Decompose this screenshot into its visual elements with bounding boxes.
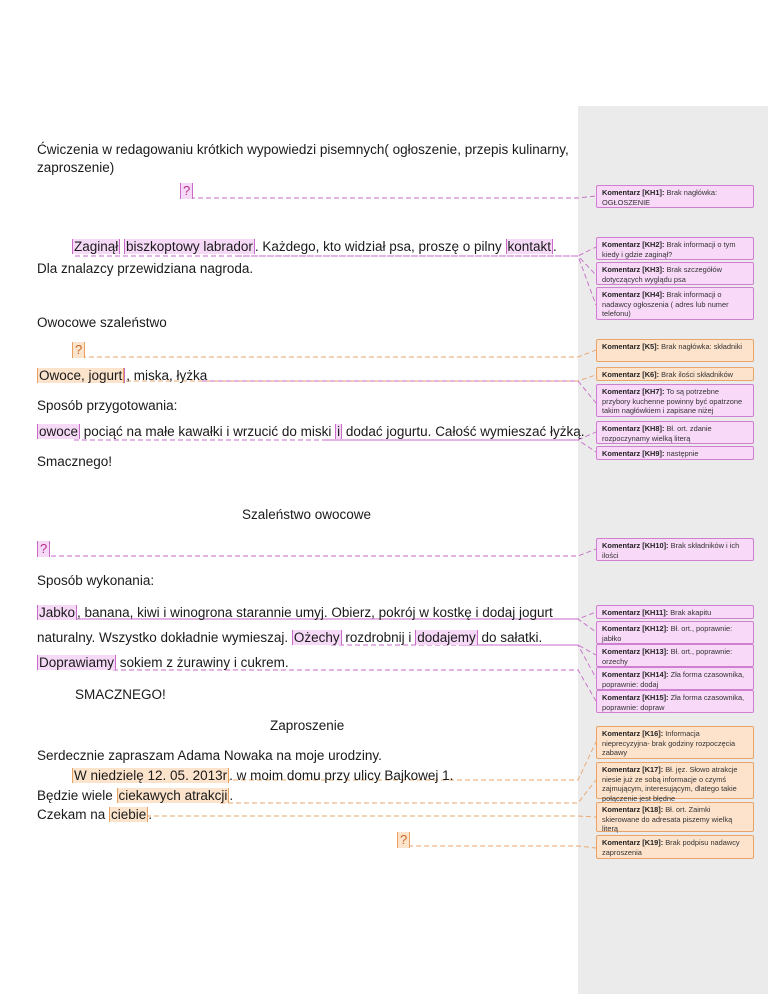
comment-kh1[interactable]: Komentarz [KH1]: Brak nagłówka: OGŁOSZENIE [596,185,754,208]
highlight-date: W niedzielę 12. 05. 2013r [74,768,228,783]
exercise-heading-line2: zaproszenie) [37,160,115,175]
announcement-line1: Zaginął biszkoptowy labrador . Każdego, kto widział psa, proszę o pilny kontakt . [74,239,557,254]
invitation-line4: Czekam na ciebie . [37,807,153,822]
recipe2-title: Szaleństwo owocowe [242,507,372,522]
highlight-owoce: owoce [39,424,79,439]
recipe1-method: owoce pociąć na małe kawałki i wrzucić do miski i dodać jogurtu. Całość wymieszać łyżką. [39,424,585,439]
highlight-zaginal: Zaginął [74,239,119,254]
recipe1-method-label: Sposób przygotowania: [37,398,178,413]
invitation-line3: Będzie wiele ciekawych atrakcji . [37,788,234,803]
comment-k6[interactable]: Komentarz [K6]: Brak ilości składników [596,367,754,381]
comment-kh13[interactable]: Komentarz [KH13]: Bł. ort., poprawnie: orzechy [596,644,754,667]
comment-kh9[interactable]: Komentarz [KH9]: następnie [596,446,754,460]
comment-kh12[interactable]: Komentarz [KH12]: Bł. ort., poprawnie: jabłko [596,621,754,644]
invitation-title: Zaproszenie [270,718,345,733]
recipe2-para2: naturalny. Wszystko dokładnie wymieszaj. Ożechy rozdrobnij i dodajemy do sałatki. [37,630,543,645]
invitation-missing-signature-marker: ? [397,831,410,849]
comment-kh15[interactable]: Komentarz [KH15]: Zła forma czasownika, poprawnie: dopraw [596,690,754,713]
invitation-line2: W niedzielę 12. 05. 2013r . w moim domu przy ulicy Bajkowej 1. [74,768,454,783]
comment-kh2[interactable]: Komentarz [KH2]: Brak informacji o tym kiedy i gdzie zaginął? [596,237,754,260]
comment-kh4[interactable]: Komentarz [KH4]: Brak informacji o nadawcy ogłoszenia ( adres lub numer telefonu) [596,287,754,320]
highlight-ciebie: ciebie [111,807,147,822]
comment-k17[interactable]: Komentarz [K17]: Bł. jęz. Słowo atrakcje niesie już ze sobą informacje o czymś zajmującym, interesującym, dlatego takie połączenie jest błędne [596,762,754,799]
exercise-heading-line1: Ćwiczenia w redagowaniu krótkich wypowiedzi pisemnych( ogłoszenie, przepis kulinarny, [37,142,569,157]
comment-kh7[interactable]: Komentarz [KH7]: To są potrzebne przybory kuchenne powinny być opatrzone takim nagłówkiem i zapisane niżej [596,384,754,417]
comment-kh14[interactable]: Komentarz [KH14]: Zła forma czasownika, poprawnie: dodaj [596,667,754,690]
recipe2-method-label: Sposób wykonania: [37,573,155,588]
recipe2-closing: SMACZNEGO! [75,687,166,702]
recipe1-missing-header-marker: ? [72,341,85,359]
comment-k18[interactable]: Komentarz [K18]: Bł. ort. Zaimki skierowane do adresata piszemy wielką literą [596,802,754,832]
invitation-line1: Serdecznie zapraszam Adama Nowaka na moje urodziny. [37,748,382,763]
highlight-biszkoptowy-labrador: biszkoptowy labrador [126,239,253,254]
highlight-owoce-jogurt: Owoce, jogurt [39,368,123,383]
recipe1-title: Owocowe szaleństwo [37,315,167,330]
highlight-jabko: Jabko [39,605,76,620]
highlight-dodajemy: dodajemy [417,630,476,645]
recipe2-para3: Doprawiamy sokiem z żurawiny i cukrem. [39,655,289,670]
highlight-kontakt: kontakt [507,239,552,254]
highlight-ciekawych-atrakcji: ciekawych atrakcji [118,788,228,803]
comment-kh3[interactable]: Komentarz [KH3]: Brak szczegółów dotyczących wyglądu psa [596,262,754,285]
highlight-i: i [337,424,341,439]
missing-header-marker: ? [180,182,193,200]
highlight-doprawiamy: Doprawiamy [39,655,115,670]
recipe1-closing: Smacznego! [37,454,113,469]
announcement-line2: Dla znalazcy przewidziana nagroda. [37,261,254,276]
recipe2-para1: Jabko , banana, kiwi i winogrona starannie umyj. Obierz, pokrój w kostkę i dodaj jogurt [39,605,553,620]
recipe2-missing-ingredients-marker: ? [37,540,50,558]
comment-k19[interactable]: Komentarz [K19]: Brak podpisu nadawcy zaproszenia [596,835,754,859]
recipe1-ingredients: Owoce, jogurt , miska, łyżka [39,368,208,383]
comment-k16[interactable]: Komentarz [K16]: Informacja nieprecyzyjna- brak godziny rozpoczęcia zabawy [596,726,754,759]
comment-kh10[interactable]: Komentarz [KH10]: Brak składników i ich ilości [596,538,754,561]
comment-k5[interactable]: Komentarz [K5]: Brak nagłówka: składniki [596,339,754,362]
comment-kh8[interactable]: Komentarz [KH8]: Bł. ort. zdanie rozpoczynamy wielką literą [596,421,754,444]
comment-kh11[interactable]: Komentarz [KH11]: Brak akapitu [596,605,754,619]
highlight-ozechy: Ożechy [293,630,340,645]
